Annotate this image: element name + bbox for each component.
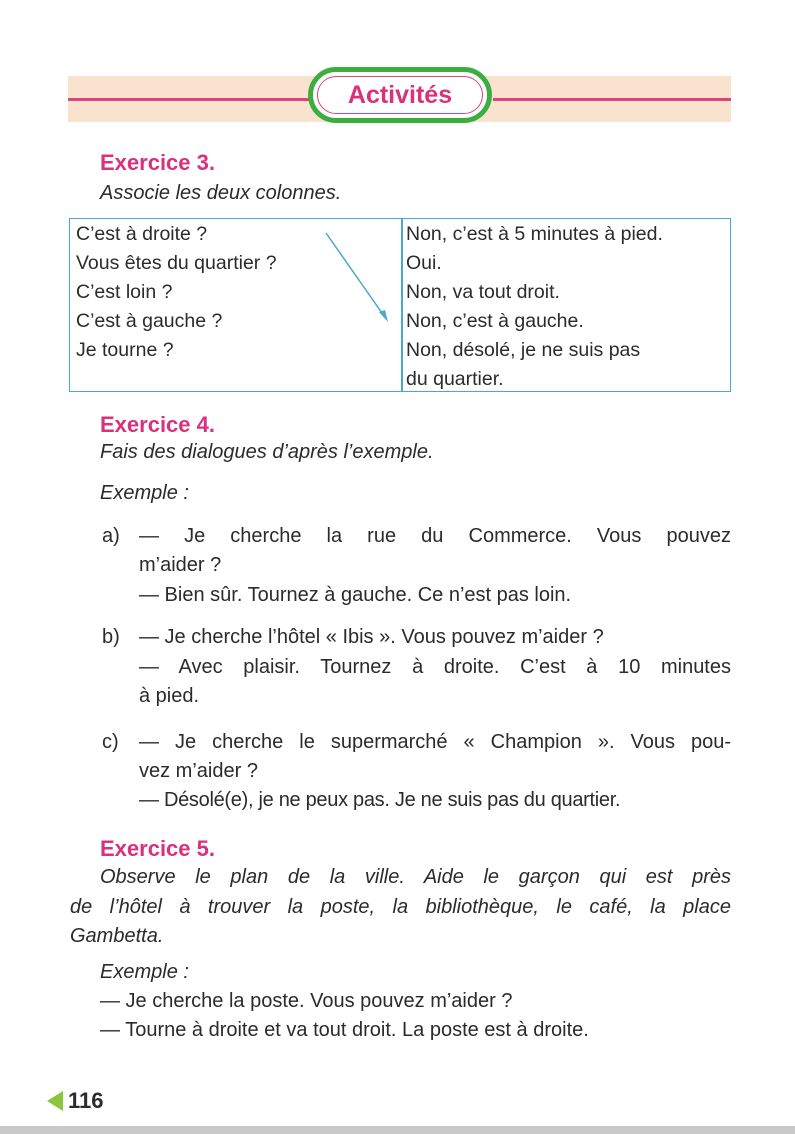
exercise-4-title: Exercice 4. — [100, 412, 215, 437]
dialog-c-line-1: — Je cherche le supermarché « Champion ». Vous pou- — [139, 731, 731, 753]
right-item-2: Oui. — [406, 252, 442, 274]
left-item-4: C’est à gauche ? — [76, 310, 223, 332]
dialog-b-line-1: — Je cherche l’hôtel « Ibis ». Vous pouvez m’aider ? — [139, 626, 604, 648]
exercise-5-title: Exercice 5. — [100, 836, 215, 861]
dialog-a-line-3: — Bien sûr. Tournez à gauche. Ce n’est pas loin. — [139, 584, 572, 606]
dialog-c-line-3: — Désolé(e), je ne peux pas. Je ne suis pas du quartier. — [139, 789, 621, 811]
exercise-5-dialog-2: — Tourne à droite et va tout droit. La poste est à droite. — [100, 1019, 589, 1041]
dialog-c-marker: c) — [102, 731, 119, 753]
header-rule-left — [68, 98, 315, 101]
dialog-a-marker: a) — [102, 525, 120, 547]
exercise-3-instruction: Associe les deux colonnes. — [100, 182, 342, 204]
dialog-c-line-2: vez m’aider ? — [139, 760, 258, 782]
exercise-5-dialog-1: — Je cherche la poste. Vous pouvez m’aider ? — [100, 990, 513, 1012]
activities-badge — [308, 67, 492, 123]
page-number: 116 — [68, 1088, 104, 1113]
header-rule-right — [493, 98, 731, 101]
dialog-b-line-2: — Avec plaisir. Tournez à droite. C’est à 10 minutes — [139, 656, 731, 678]
exercise-4-example-label: Exemple : — [100, 482, 189, 504]
right-item-5-continued: du quartier. — [406, 368, 504, 390]
right-item-3: Non, va tout droit. — [406, 281, 560, 303]
right-item-5: Non, désolé, je ne suis pas — [406, 339, 641, 361]
exercise-5-instruction-line-3: Gambetta. — [70, 925, 164, 947]
page-marker-triangle-icon — [47, 1091, 63, 1111]
matching-table — [69, 218, 731, 392]
left-item-2: Vous êtes du quartier ? — [76, 252, 277, 274]
bottom-edge-strip — [0, 1126, 795, 1134]
exercise-5-instruction-line-1: Observe le plan de la ville. Aide le garçon qui est près — [100, 866, 731, 888]
left-item-3: C’est loin ? — [76, 281, 173, 303]
exercise-5-instruction-line-2: de l’hôtel à trouver la poste, la bibliothèque, le café, la place — [70, 896, 731, 918]
dialog-b-line-3: à pied. — [139, 685, 200, 707]
left-item-5: Je tourne ? — [76, 339, 174, 361]
example-match-arrow — [70, 219, 730, 391]
dialog-a-line-1: — Je cherche la rue du Commerce. Vous pouvez — [139, 525, 731, 547]
left-item-1: C’est à droite ? — [76, 223, 208, 245]
activities-title: Activités — [347, 80, 453, 109]
exercise-4-instruction: Fais des dialogues d’après l’exemple. — [100, 441, 434, 463]
dialog-b-marker: b) — [102, 626, 120, 648]
right-item-4: Non, c’est à gauche. — [406, 310, 584, 332]
dialog-a-line-2: m’aider ? — [139, 554, 222, 576]
activities-header-band — [68, 76, 731, 122]
right-item-1: Non, c’est à 5 minutes à pied. — [406, 223, 663, 245]
exercise-5-example-label: Exemple : — [100, 961, 189, 983]
exercise-3-title: Exercice 3. — [100, 150, 215, 175]
